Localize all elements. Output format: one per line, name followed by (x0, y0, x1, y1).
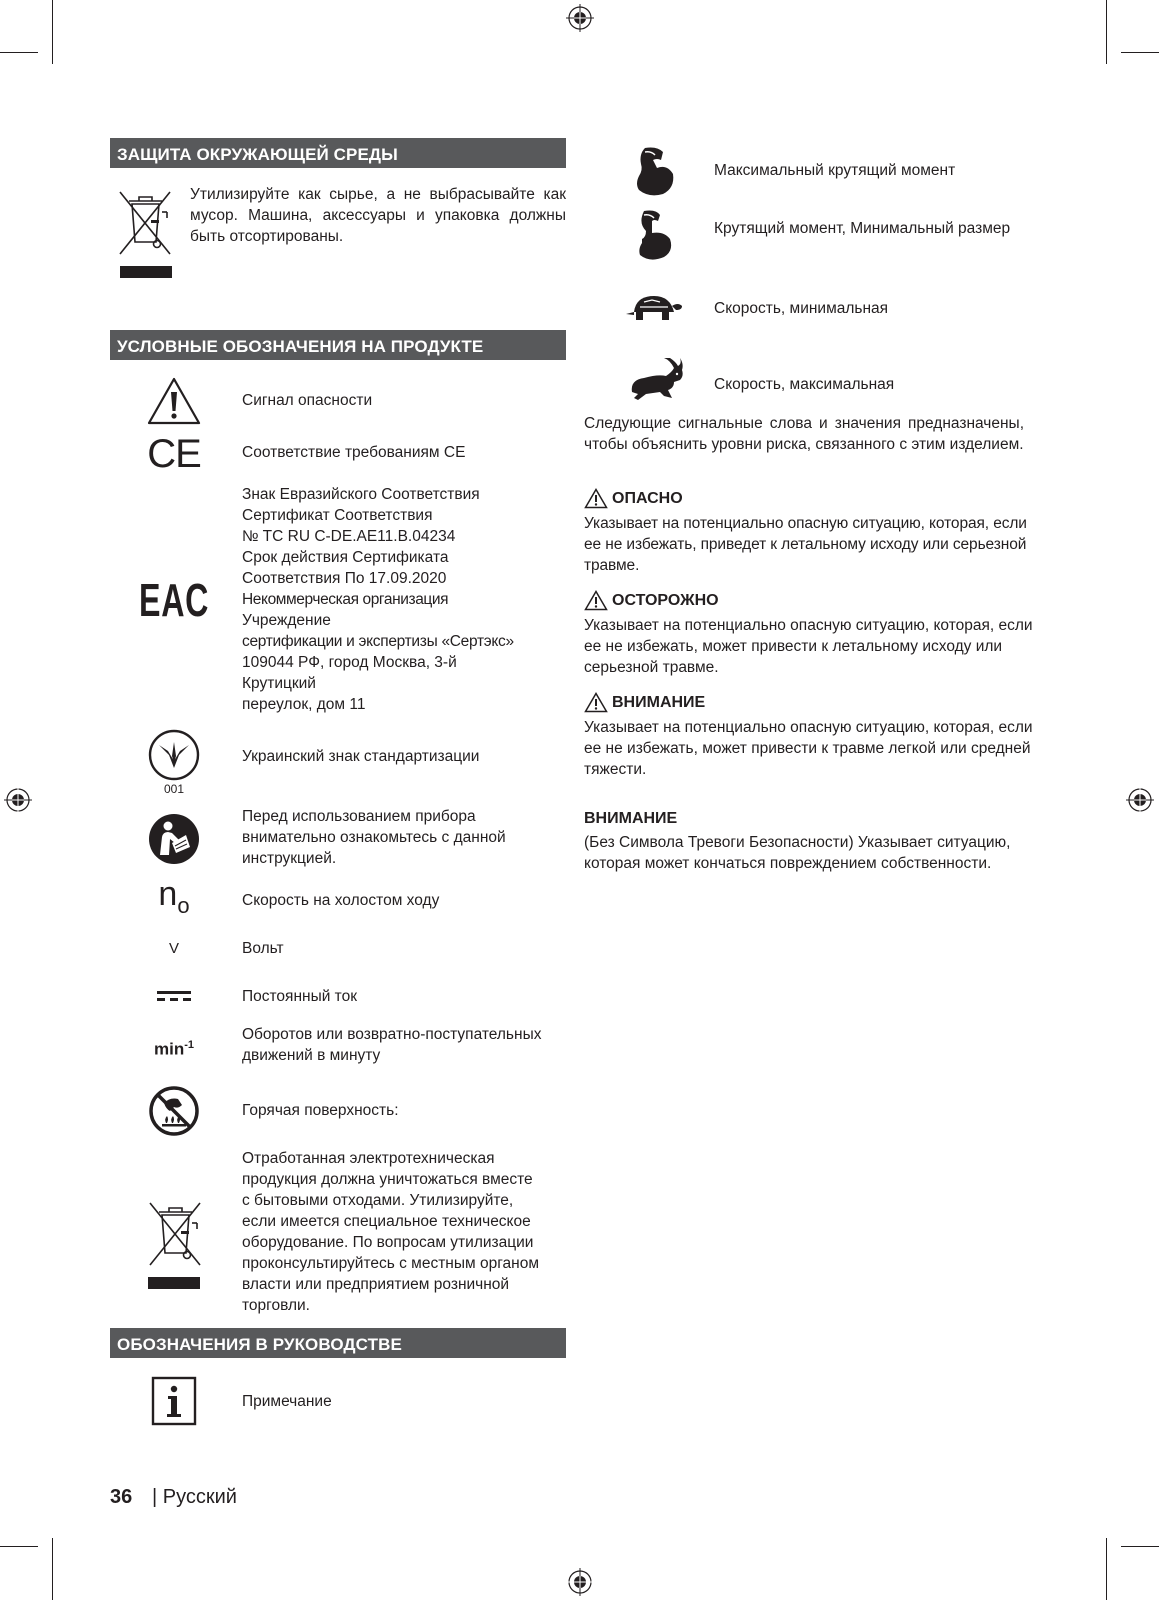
eac-line: Соответствия По 17.09.2020 (242, 570, 447, 587)
section-heading-manual-symbols: ОБОЗНАЧЕНИЯ В РУКОВОДСТВЕ (110, 1328, 566, 1358)
signal-title: ОСТОРОЖНО (612, 591, 719, 609)
symbol-row-volt (110, 928, 566, 968)
section-heading-environment: ЗАЩИТА ОКРУЖАЮЩЕЙ СРЕДЫ (110, 138, 566, 168)
symbol-row-weee (110, 1148, 566, 1338)
symbol-label: Скорость на холостом ходу (242, 892, 440, 909)
eac-details (242, 484, 568, 715)
crop-mark (1106, 0, 1107, 64)
crop-mark (1121, 52, 1159, 53)
read-manual-icon (148, 813, 200, 865)
symbol-label: Крутящий момент, Минимальный размер (714, 220, 1011, 237)
symbol-row-rpm (110, 1024, 566, 1074)
crop-mark (52, 1538, 53, 1600)
symbol-row-max-torque (594, 144, 1050, 200)
symbol-row-ce (110, 432, 566, 476)
weee-bin-icon (114, 186, 174, 278)
product-symbols-list (110, 360, 566, 1350)
eac-line: сертификации и экспертизы «Сертэкс» (242, 633, 514, 650)
crop-mark (0, 52, 38, 53)
symbol-row-dc (110, 976, 566, 1016)
crop-mark (0, 1546, 38, 1547)
eac-line: Некоммерческая организация (242, 591, 449, 608)
symbol-label: Максимальный крутящий момент (714, 162, 956, 179)
signal-text: Указывает на потенциально опасную ситуацию, которая, если ее не избежать, приведет к летальному исходу или серьезной травме. (584, 515, 1027, 574)
direct-current-icon (154, 988, 194, 1004)
signal-caution (584, 692, 1034, 780)
symbol-label: Скорость, минимальная (714, 300, 889, 317)
symbol-label: Постоянный ток (242, 988, 358, 1005)
crop-mark (52, 0, 53, 64)
ukraine-standard-mark-icon (147, 728, 201, 782)
symbol-label: Вольт (242, 940, 284, 957)
signal-text: Указывает на потенциально опасную ситуацию, которая, если ее не избежать, может привести к травме легкой или средней тяжести. (584, 719, 1033, 778)
symbol-label: Горячая поверхность: (242, 1102, 399, 1119)
crop-mark (1121, 1546, 1159, 1547)
symbol-label: Перед использованием прибора внимательно ознакомьтесь с данной инструкцией. (242, 808, 506, 867)
volt-icon: V (168, 939, 179, 957)
ukraine-mark-code: 001 (163, 782, 185, 796)
no-load-speed-subscript: o (177, 892, 190, 918)
section-heading-product-symbols: УСЛОВНЫЕ ОБОЗНАЧЕНИЯ НА ПРОДУКТЕ (110, 330, 566, 360)
no-load-speed-symbol: n (158, 875, 178, 914)
eac-line: № TC RU C-DE.AE11.B.04234 (242, 528, 456, 545)
left-column (110, 138, 566, 1410)
rpm-icon (154, 1039, 194, 1060)
warning-triangle-icon (584, 590, 608, 611)
registration-mark-icon (4, 786, 32, 814)
signal-warning (584, 590, 1034, 678)
registration-mark-icon (1126, 786, 1154, 814)
signal-title: ВНИМАНИЕ (584, 810, 678, 827)
rabbit-icon (624, 356, 684, 404)
max-torque-arm-icon (631, 146, 677, 198)
symbol-row-eac (110, 484, 566, 716)
symbol-label: Примечание (242, 1393, 332, 1410)
environment-text: Утилизируйте как сырье, а не выбрасывайте как мусор. Машина, аксессуары и упаковка должны быть отсортированы. (190, 186, 566, 245)
signal-words-intro: Следующие сигнальные слова и значения предназначены, чтобы объяснить уровни риска, связанного с этим изделием. (584, 415, 1024, 453)
registration-mark-icon (566, 4, 594, 32)
eac-line: Срок действия Сертификата (242, 549, 449, 566)
warning-triangle-icon (584, 692, 608, 713)
eac-line: 109044 РФ, город Москва, 3-й (242, 654, 457, 671)
environment-block (110, 168, 566, 298)
info-icon (151, 1376, 197, 1426)
eac-line: Сертификат Соответствия (242, 507, 433, 524)
symbol-label: Оборотов или возвратно-поступательных движений в минуту (242, 1026, 542, 1064)
crop-mark (1106, 1538, 1107, 1600)
footer-language: | Русский (152, 1486, 237, 1508)
eac-line: Учреждение (242, 612, 331, 629)
symbol-row-ukraine (110, 724, 566, 800)
min-torque-arm-icon (632, 209, 676, 263)
eac-line: Знак Евразийского Соответствия (242, 486, 480, 503)
symbol-row-warning (110, 376, 566, 426)
eac-mark-icon: EAC (138, 574, 210, 626)
symbol-row-info (110, 1374, 566, 1428)
signal-title: ОПАСНО (612, 489, 683, 507)
no-load-speed-icon (158, 876, 189, 924)
symbol-row-no-load-speed (110, 875, 566, 922)
symbol-row-hot-surface (110, 1082, 566, 1140)
symbol-label: Украинский знак стандартизации (242, 748, 480, 765)
registration-mark-icon (566, 1568, 594, 1596)
rpm-superscript: -1 (184, 1038, 194, 1051)
turtle-icon (624, 290, 684, 324)
symbol-label: Отработанная электротехническая продукция должна уничтожаться вместе с бытовыми отходами. Утилизируйте, если имеется специальное техническое оборудование. По вопросам утилизации проконсультируйтесь с местным органом власти или предприятием розничной торговли. (242, 1150, 539, 1314)
symbol-label: Соответствие требованиям CE (242, 444, 466, 461)
symbol-row-read-manual (110, 806, 566, 872)
hot-surface-icon (148, 1085, 200, 1137)
symbol-row-rabbit (594, 352, 1050, 408)
symbol-label: Сигнал опасности (242, 392, 373, 409)
ce-mark-icon: CE (147, 431, 201, 476)
signal-text: Указывает на потенциально опасную ситуацию, которая, если ее не избежать, может привести к летальному исходу или серьезной травме. (584, 617, 1033, 676)
page-number: 36 (110, 1486, 133, 1508)
warning-triangle-icon (584, 488, 608, 509)
eac-line: переулок, дом 11 (242, 696, 366, 713)
signal-text: (Без Символа Тревоги Безопасности) Указывает ситуацию, которая может кончаться повреждением собственности. (584, 834, 1011, 872)
rpm-symbol: min (153, 1039, 185, 1059)
signal-notice (584, 810, 1034, 874)
signal-danger (584, 488, 1034, 576)
eac-line: Крутицкий (242, 675, 316, 692)
warning-triangle-icon (146, 376, 202, 426)
symbol-row-min-torque (594, 206, 1050, 266)
symbol-label: Скорость, максимальная (714, 376, 895, 393)
weee-bin-icon (144, 1197, 204, 1289)
symbol-row-turtle (594, 284, 1050, 330)
signal-title: ВНИМАНИЕ (612, 693, 706, 711)
